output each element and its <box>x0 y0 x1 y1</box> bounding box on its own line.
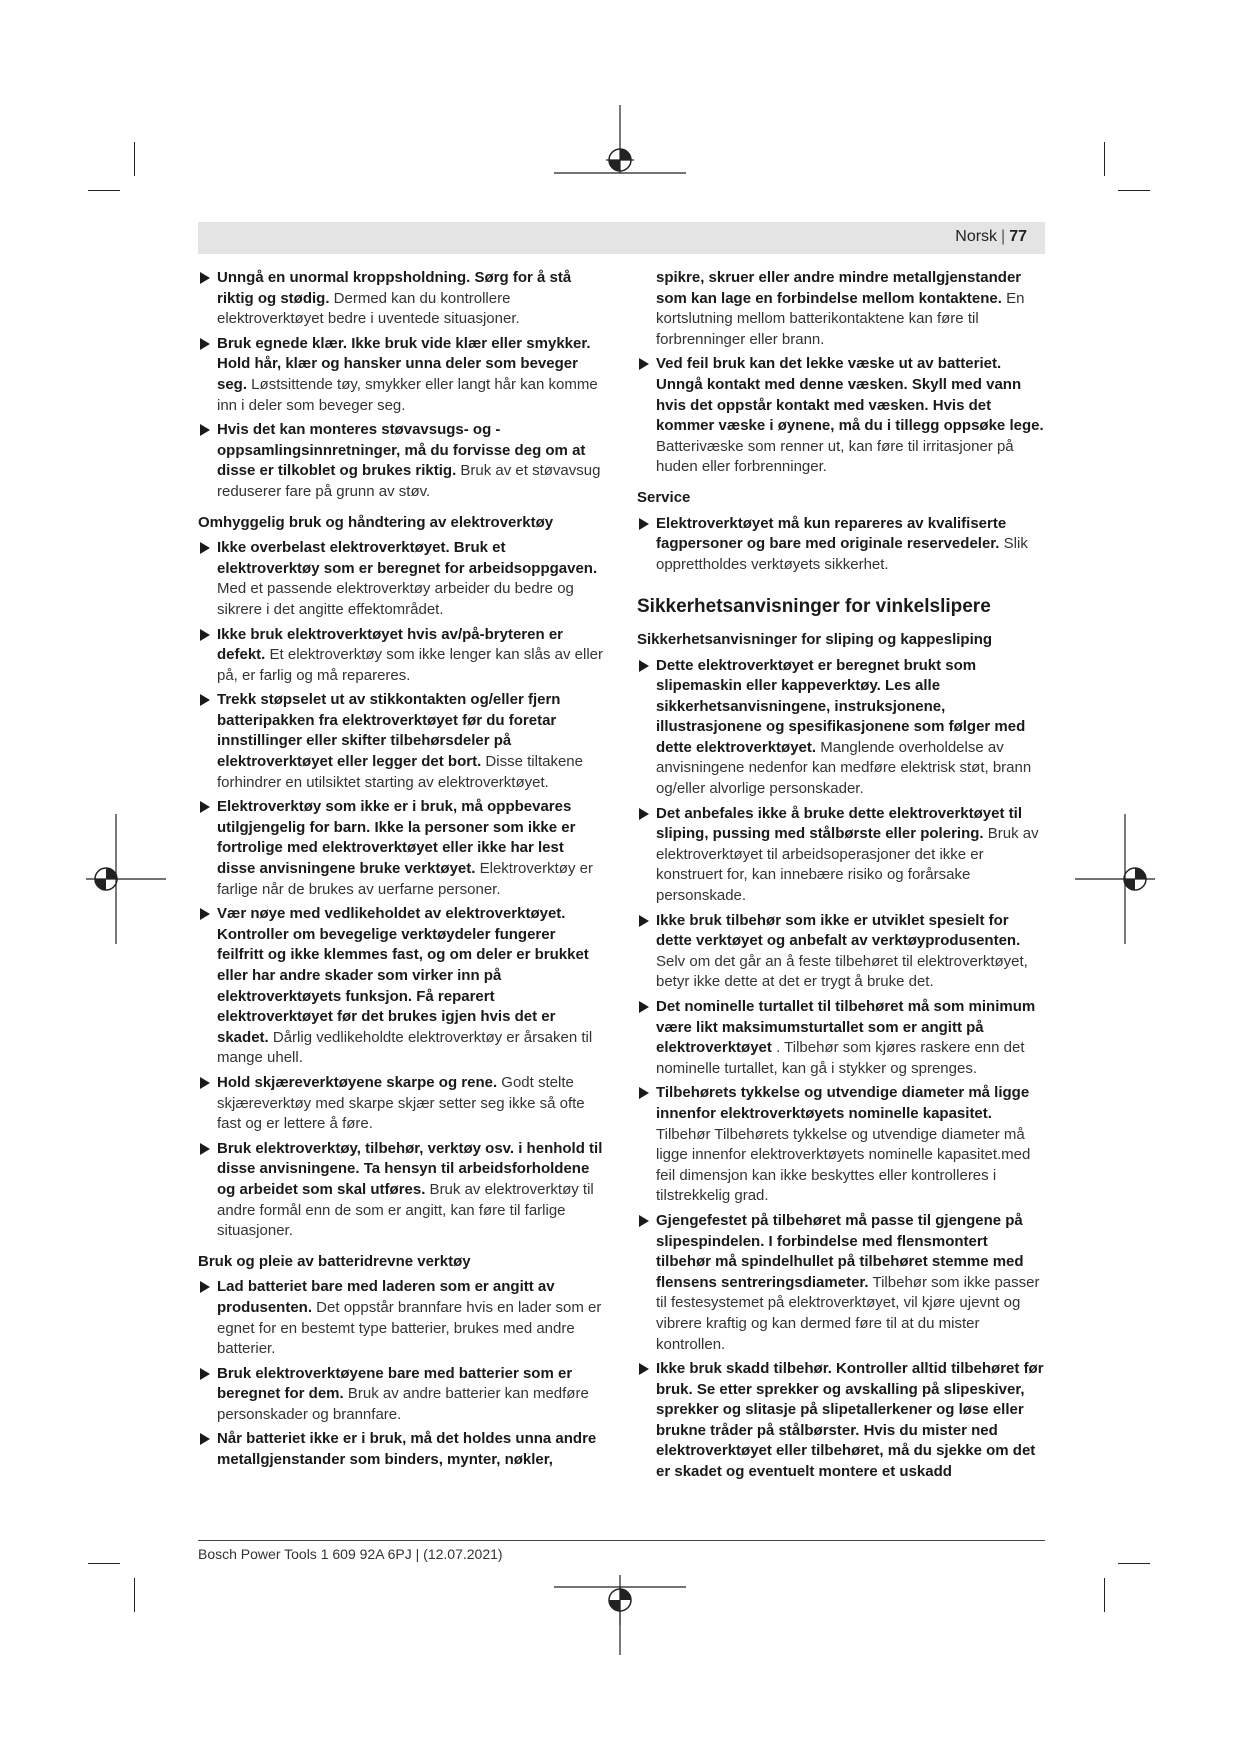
item-bold-text: Tilbehørets tykkelse og utvendige diameter må ligge innenfor elektroverktøyets nominelle kapasitet. <box>656 1084 1030 1122</box>
item-bold-text: Ikke bruk skadd tilbehør. Kontroller alltid tilbehøret før bruk. Se etter sprekker og avskalling på slipeskiver, sprekker og slitasje på slipetallerkener og løse eller brukne tråder på stålbørster. Hvis du mister ned elektroverktøyet eller tilbehøret, må du sjekke om det er skadet og eventuelt montere et uskadd <box>656 1360 1044 1481</box>
header-section: Norsk <box>955 228 998 245</box>
item-bold-text: Unngå en unormal kroppsholdning. Sørg for å stå riktig og stødig. <box>217 269 572 307</box>
bullet-triangle-icon <box>200 1143 210 1155</box>
bullet-triangle-icon <box>639 808 649 820</box>
item-bold-text: Det nominelle turtallet til tilbehøret må som minimum være likt maksimumsturtallet som er angitt på elektroverktøyet <box>656 998 1036 1057</box>
item-normal-text: Bruk av et støvavsug reduserer fare på grunn av støv. <box>217 462 601 500</box>
registration-mark-icon <box>1075 814 1155 944</box>
item-normal-text: Dermed kan du kontrollere elektroverktøyet bedre i uventede situasjoner. <box>217 289 520 328</box>
subheading-grinding: Sikkerhetsanvisninger for sliping og kappesliping <box>637 630 993 648</box>
crop-mark <box>1118 1563 1150 1564</box>
crop-mark <box>88 190 120 191</box>
item-bold-text: Elektroverktøy som ikke er i bruk, må oppbevares utilgjengelig for barn. Ikke la personer som ikke er fortrolige med elektroverktøyet eller ikke har lest disse anvisningene bruke verktøyet. <box>217 798 576 878</box>
item-normal-text: Godt stelte skjæreverktøy med skarpe skjær setter seg ikke så ofte fast og er lettere å føre. <box>217 1073 585 1133</box>
item-normal-text: En kortslutning mellom batterikontaktene kan føre til forbrenninger eller brann. <box>656 289 1025 348</box>
item-bold-text: Dette elektroverktøyet er beregnet brukt som slipemaskin eller kappeverktøy. Les alle sikkerhetsanvisningene, instruksjonene, illustrasjonene og spesifikasjonene som følger med dette elektroverktøyet. <box>656 656 1026 756</box>
list-item <box>198 334 606 416</box>
item-bold-text: Bruk elektroverktøy, tilbehør, verktøy osv. i henhold til disse anvisningene. Ta hensyn til arbeidsforholdene og arbeidet som skal utføres. <box>217 1139 603 1198</box>
list-item <box>637 804 1045 907</box>
crop-mark <box>1104 1578 1105 1612</box>
bullet-triangle-icon <box>639 1001 649 1013</box>
registration-mark-icon <box>554 105 686 215</box>
list-items-3 <box>198 1277 606 1470</box>
item-bold-text: Ikke bruk tilbehør som ikke er utviklet spesielt for dette verktøyet og anbefalt av verktøyprodusenten. <box>656 911 1021 950</box>
list-item <box>637 997 1045 1079</box>
list-item <box>637 656 1045 800</box>
item-normal-text: . Tilbehør som kjøres raskere enn det nominelle turtallet, kan gå i stykker og sprenges. <box>656 1039 1025 1077</box>
bullet-triangle-icon <box>200 1281 210 1293</box>
item-bold-text: Ikke overbelast elektroverktøyet. Bruk et elektroverktøy som er beregnet for arbeidsoppgaven. <box>217 539 598 577</box>
bullet-triangle-icon <box>639 915 649 927</box>
bullet-triangle-icon <box>639 1215 649 1227</box>
item-bold-text: Hvis det kan monteres støvavsugs- og -oppsamlingsinnretninger, må du forvisse deg om at disse er tilkoblet og brukes riktig. <box>217 421 586 480</box>
bullet-triangle-icon <box>639 358 649 370</box>
item-normal-text: Et elektroverktøy som ikke lenger kan slås av eller på, er farlig og må repareres. <box>217 646 603 684</box>
item-bold-text: Det anbefales ikke å bruke dette elektroverktøyet til sliping, pussing med stålbørste eller polering. <box>656 804 1022 843</box>
subheading-careful-use: Omhyggelig bruk og håndtering av elektroverktøy <box>198 513 554 531</box>
list-item <box>637 1359 1045 1483</box>
item-normal-text: Manglende overholdelse av anvisningene nedenfor kan medføre elektrisk støt, brann og/eller alvorlige personskader. <box>656 738 1032 798</box>
section-title: Sikkerhetsanvisninger for vinkelslipere <box>637 596 991 618</box>
item-normal-text: Selv om det går an å feste tilbehøret til elektroverktøyet, betyr ikke dette at det er trygt å bruke det. <box>656 952 1028 991</box>
list-item <box>198 625 606 687</box>
list-items-grinding <box>637 656 1045 1483</box>
list-item-continuation <box>637 268 1045 350</box>
list-item <box>198 420 606 502</box>
list-item <box>637 354 1045 478</box>
list-item <box>198 1429 606 1470</box>
item-bold-text: spikre, skruer eller andre mindre metallgjenstander som kan lage en forbindelse mellom kontaktene. <box>656 269 1022 307</box>
list-item <box>198 1073 606 1135</box>
list-item <box>637 1211 1045 1355</box>
subheading-battery-use: Bruk og pleie av batteridrevne verktøy <box>198 1252 471 1270</box>
item-normal-text: Disse tiltakene forhindrer en utilsiktet starting av elektroverktøyet. <box>217 753 583 791</box>
page-header <box>198 222 1045 254</box>
bullet-triangle-icon <box>639 1363 649 1375</box>
crop-mark <box>1118 190 1150 191</box>
crop-mark <box>1104 142 1105 176</box>
item-bold-text: Trekk støpselet ut av stikkontakten og/eller fjern batteripakken fra elektroverktøyet før du foretar innstillinger eller skifter tilbehørsdeler på elektroverktøyet eller legger det bort. <box>217 691 561 771</box>
item-bold-text: Lad batteriet bare med laderen som er angitt av produsenten. <box>217 1278 555 1316</box>
item-bold-text: Bruk elektroverktøyene bare med batterier som er beregnet for dem. <box>217 1364 573 1403</box>
bullet-triangle-icon <box>200 694 210 706</box>
subheading-service: Service <box>637 488 691 506</box>
list-item <box>198 1139 606 1242</box>
list-items-1 <box>198 268 606 503</box>
footer-divider <box>198 1540 1045 1541</box>
list-item <box>198 1277 606 1359</box>
item-normal-text: Tilbehør som ikke passer til festesystemet på elektroverktøyet, vil kjøre ujevnt og vibrere kraftig og kan dermed føre til at du mister kontrollen. <box>656 1273 1040 1353</box>
item-bold-text: Ikke bruk elektroverktøyet hvis av/på-bryteren er defekt. <box>217 625 563 664</box>
bullet-triangle-icon <box>200 424 210 436</box>
right-column <box>637 268 1045 1487</box>
item-bold-text: Vær nøye med vedlikeholdet av elektroverktøyet. Kontroller om bevegelige verktøydeler fungerer feilfritt og ikke klemmes fast, og om deler er brukket eller har andre skader som virker inn på elektroverktøyets funksjon. Få reparert elektroverktøyet før det brukes igjen hvis det er skadet. <box>217 905 589 1046</box>
registration-mark-icon <box>554 1545 686 1655</box>
item-normal-text: Elektroverktøy er farlige når de brukes av uerfarne personer. <box>217 860 593 898</box>
item-bold-text: Hold skjæreverktøyene skarpe og rene. <box>217 1073 498 1091</box>
footer-text: Bosch Power Tools 1 609 92A 6PJ | (12.07.2021) <box>198 1546 503 1562</box>
bullet-triangle-icon <box>639 660 649 672</box>
bullet-triangle-icon <box>200 908 210 920</box>
item-bold-text: Gjengefestet på tilbehøret må passe til gjengene på slipespindelen. I forbindelse med flensmontert tilbehør må spindelhullet på tilbehøret stemme med flensens sentreringsdiameter. <box>656 1211 1024 1291</box>
item-normal-text: Bruk av elektroverktøy til andre formål enn de som er angitt, kan føre til farlige situasjoner. <box>217 1180 594 1240</box>
bullet-triangle-icon <box>200 801 210 813</box>
list-items-2 <box>198 538 606 1242</box>
crop-mark <box>134 1578 135 1612</box>
item-normal-text: Bruk av elektroverktøyet til arbeidsoperasjoner det ikke er konstruert for, kan innebære risiko og forårsake personskade. <box>656 825 1039 905</box>
bullet-triangle-icon <box>200 1077 210 1089</box>
item-bold-text: Når batteriet ikke er i bruk, må det holdes unna andre metallgjenstander som binders, mynter, nøkler, <box>217 1430 597 1469</box>
list-item <box>637 1083 1045 1207</box>
left-column <box>198 268 606 1475</box>
crop-mark <box>88 1563 120 1564</box>
list-item <box>637 911 1045 993</box>
bullet-triangle-icon <box>200 1368 210 1380</box>
bullet-triangle-icon <box>639 1087 649 1099</box>
bullet-triangle-icon <box>200 629 210 641</box>
list-item <box>198 538 606 620</box>
item-normal-text: Slik opprettholdes verktøyets sikkerhet. <box>656 535 1028 573</box>
registration-mark-icon <box>86 814 166 944</box>
list-item <box>198 268 606 330</box>
crop-mark <box>134 142 135 176</box>
item-bold-text: Bruk egnede klær. Ikke bruk vide klær eller smykker. Hold hår, klær og hansker unna deler som beveger seg. <box>217 334 591 393</box>
bullet-triangle-icon <box>200 542 210 554</box>
bullet-triangle-icon <box>639 518 649 530</box>
list-items-service <box>637 514 1045 576</box>
item-normal-text: Dårlig vedlikeholdte elektroverktøy er årsaken til mange uhell. <box>217 1028 593 1067</box>
item-normal-text: Det oppstår brannfare hvis en lader som er egnet for en bestemt type batterier, brukes med andre batterier. <box>217 1298 602 1358</box>
list-items-battery <box>637 354 1045 478</box>
item-normal-text: Tilbehør Tilbehørets tykkelse og utvendige diameter må ligge innenfor elektroverktøyets nominelle kapasitet.med feil dimensjon kan ikke beskyttes eller kontrolleres i tilstrekkelig grad. <box>656 1125 1031 1205</box>
bullet-triangle-icon <box>200 338 210 350</box>
page-number: 77 <box>1009 228 1027 245</box>
item-bold-text: Ved feil bruk kan det lekke væske ut av batteriet. Unngå kontakt med denne væsken. Skyll med vann hvis det oppstår kontakt med væsken. Hvis det kommer væske i øynene, må du i tillegg oppsøke lege. <box>656 355 1044 435</box>
bullet-triangle-icon <box>200 272 210 284</box>
list-item <box>198 797 606 900</box>
item-bold-text: Elektroverktøyet må kun repareres av kvalifiserte fagpersoner og bare med originale reservedeler. <box>656 514 1007 553</box>
item-normal-text: Løstsittende tøy, smykker eller langt hår kan komme inn i deler som beveger seg. <box>217 375 598 414</box>
item-normal-text: Med et passende elektroverktøy arbeider du bedre og sikrere i det angitte effektområdet. <box>217 580 574 618</box>
item-normal-text: Batterivæske som renner ut, kan føre til irritasjoner på huden eller forbrenninger. <box>656 437 1014 476</box>
list-item <box>198 904 606 1069</box>
list-item <box>637 514 1045 576</box>
header-text: Norsk | 77 <box>955 228 1027 245</box>
bullet-triangle-icon <box>200 1433 210 1445</box>
list-item <box>198 1364 606 1426</box>
list-item <box>198 690 606 793</box>
item-normal-text: Bruk av andre batterier kan medføre personskader og brannfare. <box>217 1385 589 1423</box>
